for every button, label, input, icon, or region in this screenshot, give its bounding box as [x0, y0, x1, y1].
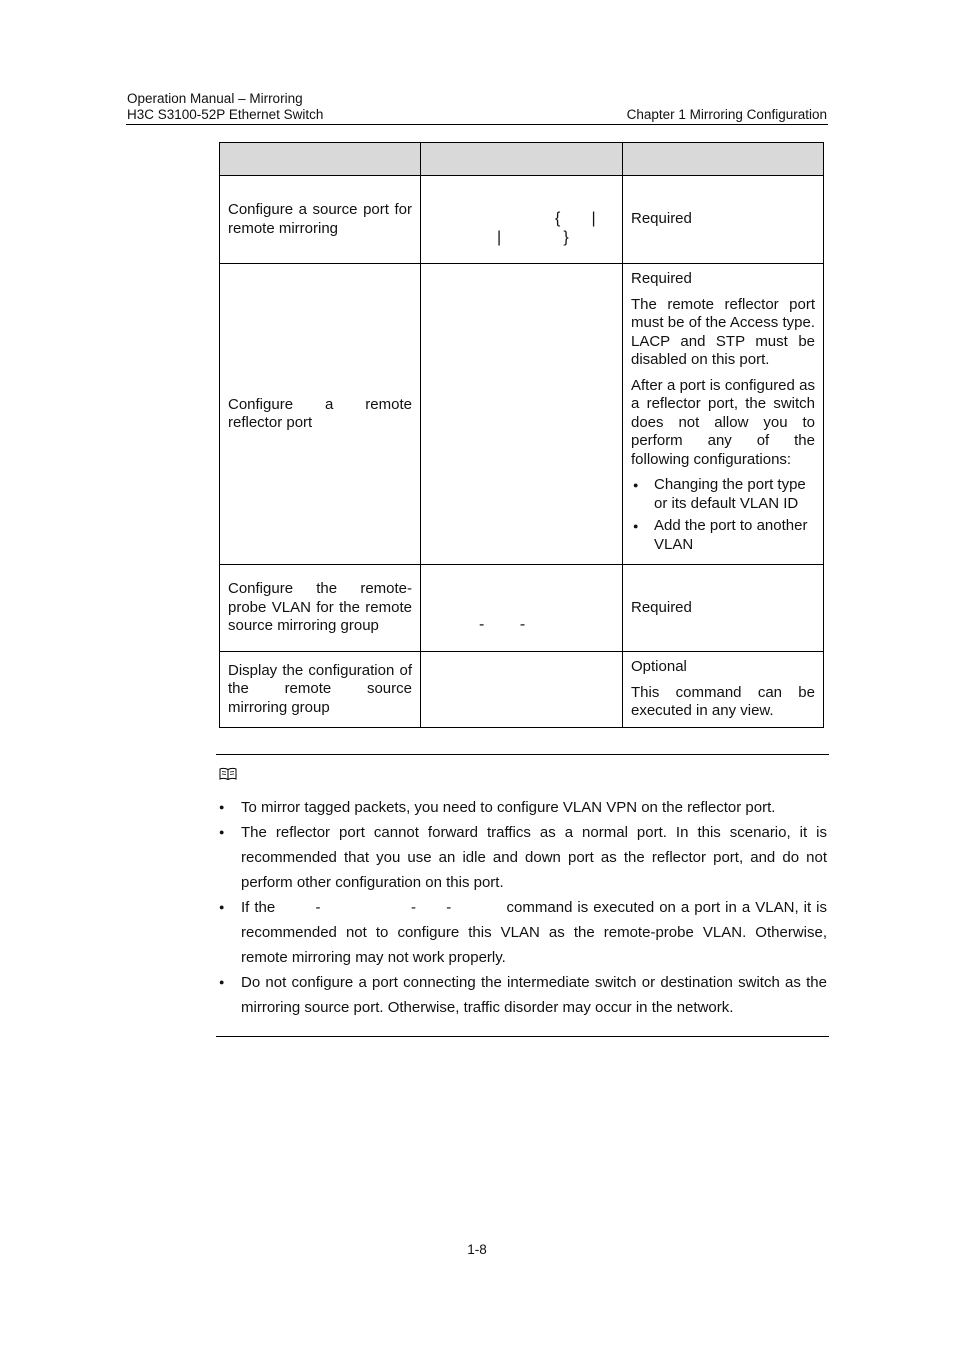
- chapter-title: Chapter 1 Mirroring Configuration: [626, 107, 827, 122]
- description-paragraph: After a port is configured as a reflector port, the switch does not allow you to perform any of the following configurations:: [631, 376, 815, 468]
- list-item: ● Changing the port type or its default VLAN ID: [631, 476, 815, 513]
- command-gap: - - -: [275, 899, 507, 916]
- note-top-rule: [216, 754, 829, 755]
- page-header: [127, 91, 827, 123]
- description-paragraph: The remote reflector port must be of the Access type. LACP and STP must be disabled on this port.: [631, 295, 815, 368]
- operation-cell: Configure a remote reflector port: [220, 264, 421, 565]
- command-hyphens: - -: [479, 615, 526, 633]
- command-cell: [421, 565, 623, 652]
- header-cell-description: [623, 143, 824, 176]
- command-cell: [421, 264, 623, 565]
- table-row: [220, 652, 824, 728]
- table-header-row: [220, 143, 824, 176]
- description-cell: Required: [623, 565, 824, 652]
- header-rule: [126, 124, 828, 125]
- book-icon: [219, 767, 237, 781]
- command-brace-line: | }: [497, 228, 569, 246]
- table-row: [220, 264, 824, 565]
- command-table: [219, 142, 824, 728]
- list-item: ● The reflector port cannot forward traffics as a normal port. In this scenario, it is recommended that you use an idle and down port as the reflector port, and do not perform other configuration on this port.: [216, 820, 827, 895]
- description-cell: [623, 652, 824, 728]
- list-item: ● Add the port to another VLAN: [631, 517, 815, 554]
- requirement-text: Required: [631, 270, 692, 287]
- command-cell: [421, 176, 623, 264]
- description-cell: [623, 264, 824, 565]
- product-name: H3C S3100-52P Ethernet Switch: [127, 107, 324, 122]
- header-cell-operation: [220, 143, 421, 176]
- operation-cell: Configure a source port for remote mirroring: [220, 176, 421, 264]
- requirement-text: Optional: [631, 658, 687, 675]
- page-number: 1-8: [467, 1242, 487, 1257]
- list-item: ● To mirror tagged packets, you need to configure VLAN VPN on the reflector port.: [216, 795, 827, 820]
- note-text: command is executed on a port in a VLAN, it is recommended not to configure this VLAN as the remote-probe VLAN. Otherwise, remote mirroring may not work properly.: [241, 899, 828, 966]
- table-row: [220, 565, 824, 652]
- list-item: [216, 895, 827, 970]
- command-brace-line: { |: [555, 210, 596, 227]
- operation-cell: Display the configuration of the remote source mirroring group: [220, 652, 421, 728]
- note-bottom-rule: [216, 1036, 829, 1037]
- note-text: If the: [241, 899, 276, 916]
- restriction-list: [631, 476, 815, 554]
- manual-title: Operation Manual – Mirroring: [127, 91, 303, 106]
- description-paragraph: This command can be executed in any view.: [631, 683, 815, 719]
- list-item: ● Do not configure a port connecting the intermediate switch or destination switch as the mirroring source port. Otherwise, traffic disorder may occur in the network.: [216, 970, 827, 1020]
- command-cell: [421, 652, 623, 728]
- note-list: [216, 795, 827, 1020]
- table-row: [220, 176, 824, 264]
- description-cell: Required: [623, 176, 824, 264]
- header-cell-command: [421, 143, 623, 176]
- operation-cell: Configure the remote-probe VLAN for the remote source mirroring group: [220, 565, 421, 652]
